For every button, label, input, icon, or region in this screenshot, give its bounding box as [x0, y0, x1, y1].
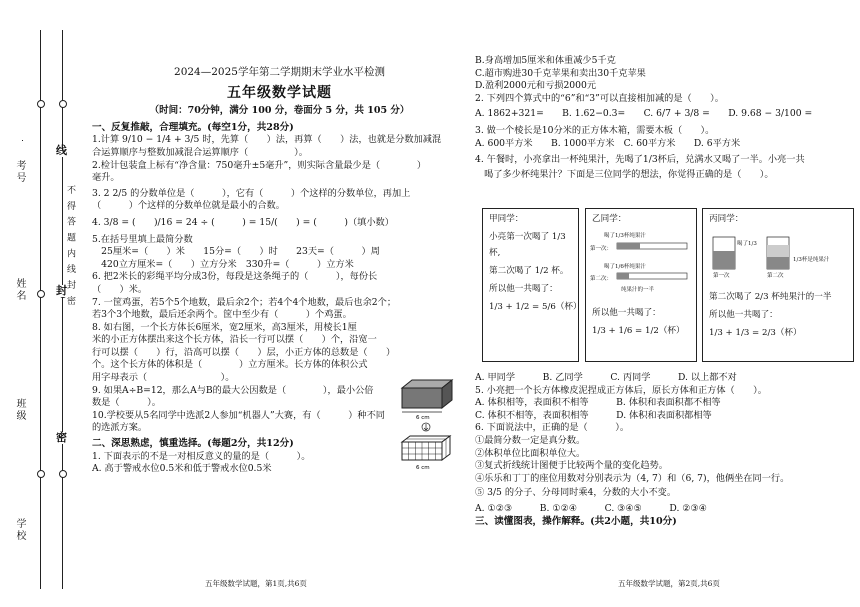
page-footer-2: 五年级数学试题，第2页,共6页 — [618, 579, 720, 588]
question-line: （ ）个这样的分数单位就是最小的合数。 — [92, 200, 285, 212]
exam-title: 2024—2025学年第二学期期末学业水平检测 — [174, 66, 385, 78]
seal-mark-xian: 线 — [56, 144, 67, 157]
page-right-column — [475, 55, 855, 181]
exam-subtitle: 五年级数学试题 — [227, 84, 332, 101]
question-line: 4. 午餐时，小亮拿出一杯纯果汁，先喝了1/3杯后，兑满水又喝了一半。小亮一共 — [475, 154, 805, 166]
question-line: ⑤ 3/5 的分子、分母同时乘4，分数的大小不变。 — [475, 487, 677, 499]
question-line: 9. 如果A÷B=12，那么A与B的最大公因数是（ ），最小公倍 — [92, 384, 374, 396]
exam-time-info: （时间：70分钟，满分 100 分，卷面分 5 分，共 105 分） — [149, 105, 410, 117]
question-line: D.盈利2000元和亏损2000元 — [475, 80, 597, 92]
question-line: 行可以摆（ ）行，沿高可以摆（ ）层，小正方体的总数是（ ） — [92, 346, 396, 358]
question-line: A. 甲同学 B. 乙同学 C. 丙同学 D. 以上都不对 — [475, 372, 737, 383]
question-line: 若3个3个地数，最后还余两个。筐中至少有（ ）个鸡蛋。 — [92, 309, 352, 321]
question-line: （ ）米。 — [92, 283, 148, 295]
question-line: 合运算顺序与整数加减混合运算顺序（ ）。 — [92, 146, 308, 158]
seal-circle — [59, 470, 67, 478]
yi-line: 1/3 + 1/6 = 1/2（杯） — [592, 326, 685, 336]
yi-diagram-label: 纯果汁的一半 — [621, 287, 655, 293]
question-line: A. 1862+321= B. 1.62−0.3= C. 6/7 + 3/8 = D. 9.68 − 3/100 = — [475, 108, 813, 120]
question-line: ③复式折线统计图便于比较两个量的变化趋势。 — [475, 460, 668, 472]
student-jia-box — [482, 208, 582, 362]
seal-circle — [37, 470, 45, 478]
yi-diagram-label: 喝了1/6杯纯果汁 — [604, 264, 646, 270]
jia-line: 小亮第一次喝了 1/3 — [489, 232, 566, 242]
question-line: 8. 如右图，一个长方体长6厘米，宽2厘米，高3厘米，用棱长1厘 — [92, 321, 357, 333]
question-line: C.超市购进30千克苹果和卖出30千克苹果 — [475, 67, 646, 79]
yi-diagram-label: 第一次： — [590, 246, 613, 252]
bing-diagram-label: 第一次 — [713, 273, 730, 279]
section-1-title: 一、反复推敲，合理填充。(每空1分，共28分) — [92, 121, 294, 133]
question-line: 2.检计包装盒上标有“净含量：750毫升±5毫升”，则实际含量最少是（ ） — [92, 159, 427, 171]
question-line: 4. 3/8 = ( )/16 = 24 ÷ ( ) = 15/( ) = ( )（填小数） — [92, 216, 394, 228]
bing-line: 所以他一共喝了： — [709, 310, 778, 320]
question-line: ④乐乐和丁丁的座位用数对分别表示为（4, 7）和（6, 7)，他俩坐在同一行。 — [475, 472, 790, 484]
question-line: 米的小正方体摆出来这个长方体，沿长一行可以摆（ ）个，沿宽一 — [92, 334, 377, 346]
question-line: 3. 做一个棱长是10分米的正方体木箱，需要木板（ ）。 — [475, 124, 715, 136]
jia-line: 第二次喝了 1/2 杯。 — [489, 266, 569, 276]
cuboid-grid-figure — [402, 436, 450, 460]
bing-title: 丙同学： — [709, 214, 744, 224]
jia-line: 杯, — [489, 248, 501, 258]
question-line: ②体积单位比面积单位大。 — [475, 447, 586, 459]
question-line: 7. 一筐鸡蛋，若5个5个地数，最后余2个；若4个4个地数，最后也余2个； — [92, 296, 397, 308]
bing-diagram-label: 喝了1/3 — [737, 241, 757, 247]
cuboid-figures — [398, 374, 458, 474]
seal-circle — [37, 100, 45, 108]
question-line: 420立方厘米=（ ）立方分米 330升=（ ）立方米 — [92, 258, 354, 270]
question-line: 3. 2 2/5 的分数单位是（ ），它有（ ）个这样的分数单位，再加上 — [92, 187, 411, 199]
question-line: 个。这个长方体的体积是（ ）立方厘米。长方体的体积公式 — [92, 359, 368, 371]
seal-circle — [37, 290, 45, 298]
school-label: 学校 — [14, 518, 25, 542]
bing-diagram-label: 第二次 — [767, 273, 784, 279]
question-line: 25厘米=（ ）米 15分=（ ）时 23天=（ ）周 — [92, 246, 380, 258]
seal-circle — [59, 100, 67, 108]
seal-mark-feng: 封 — [56, 284, 67, 297]
question-line: 1. 下面表示的不是一对相反意义的量的是（ ）。 — [92, 450, 311, 462]
question-line: 1.计算 9/10 − 1/4 + 3/5 时，先算（ ）法，再算（ ）法，也就是分数加减混 — [92, 134, 442, 146]
section-3-title: 三、读懂图表，操作解释。(共2小题，共10分) — [475, 515, 677, 527]
question-line: A. ①②③ B. ①②④ C. ③④⑤ D. ②③④ — [475, 502, 708, 514]
yi-diagram-label: 第二次： — [590, 276, 613, 282]
exam-number-label: 考号 — [14, 160, 25, 184]
bing-diagram-label: 1/3杯是纯果汁 — [793, 257, 830, 263]
section-2-title: 二、深思熟虑，慎重选择。(每题2分，共12分) — [92, 438, 294, 450]
name-label: 姓名 — [14, 278, 25, 302]
down-arrow-icon — [422, 423, 430, 431]
page-right-column-lower — [475, 372, 855, 528]
question-line: A. 体积相等，表面积不相等 B. 体积和表面积都不相等 — [475, 397, 721, 409]
student-bing-box — [702, 208, 854, 362]
question-line: C. 体积不相等，表面积相等 D. 体积和表面积都相等 — [475, 409, 712, 421]
bing-line: 第二次喝了 2/3 杯纯果汁的一半 — [709, 292, 832, 302]
question-line: 喝了多少杯纯果汁？下面是三位同学的想法，你觉得正确的是（ ）。 — [475, 168, 774, 180]
seal-line-outer — [40, 30, 41, 589]
question-line: 5.在括号里填上最简分数 — [92, 233, 193, 245]
question-line: ①最简分数一定是真分数。 — [475, 434, 586, 446]
question-line: 10.学校要从5名同学中选派2人参加“机器人”大赛，有（ ）种不同 — [92, 409, 385, 421]
question-line: A. 高于警戒水位0.5米和低于警戒水位0.5米 — [92, 463, 272, 475]
bing-line: 1/3 + 1/3 = 2/3（杯） — [709, 328, 802, 338]
fig1-dimension-label: 6 cm — [416, 415, 430, 421]
question-line: 毫升。 — [92, 172, 120, 184]
cuboid-solid-figure — [402, 380, 452, 412]
fig2-dimension-label: 6 cm — [416, 465, 430, 471]
yi-title: 乙同学： — [592, 214, 627, 224]
jia-title: 甲同学： — [489, 214, 524, 224]
yi-diagram-label: 喝了1/3杯纯果汁 — [604, 233, 646, 239]
yi-line: 所以他一共喝了： — [592, 308, 661, 318]
question-line: 6. 把2米长的彩绳平均分成3份，每段是这条绳子的（ ），每份长 — [92, 271, 378, 283]
class-label: 班级 — [14, 398, 25, 422]
binding-margin — [0, 0, 80, 607]
question-line: 5. 小亮把一个长方体橡皮泥捏成正方体后，原长方体和正方体（ ）。 — [475, 384, 767, 396]
student-yi-box — [585, 208, 697, 362]
question-line: A. 600平方米 B. 1000平方米 C. 60平方米 D. 6平方米 — [475, 137, 741, 149]
jia-line: 所以他一共喝了： — [489, 284, 558, 294]
question-line: 2. 下列四个算式中的“6”和“3”可以直接相加减的是（ ）。 — [475, 92, 724, 104]
seal-mark-mi: 密 — [56, 431, 67, 444]
seal-line-inner — [62, 30, 63, 589]
page-footer-1: 五年级数学试题，第1页,共6页 — [205, 579, 307, 588]
question-line: 数是（ ）。 — [92, 397, 161, 409]
seal-warning-text: 不 得 答 题 内 线 封 密 — [65, 185, 75, 308]
question-line: 用字母表示（ ）。 — [92, 372, 235, 384]
question-line: 6. 下面说法中，正确的是（ ）。 — [475, 422, 630, 434]
jia-line: 1/3 + 1/2 = 5/6（杯） — [489, 302, 582, 312]
question-line: B.身高增加5厘米和体重减少5千克 — [475, 55, 616, 66]
question-line: 的选派方案。 — [92, 422, 148, 434]
